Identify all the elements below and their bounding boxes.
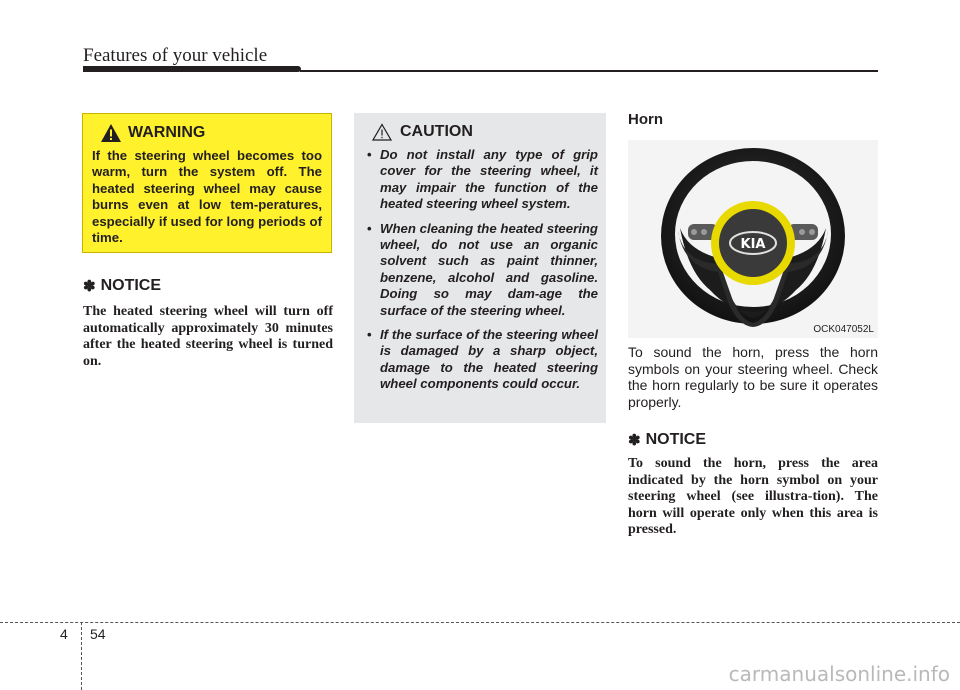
horn-title: Horn	[628, 111, 663, 128]
caution-triangle-icon	[372, 123, 392, 141]
caution-heading-row	[372, 121, 598, 143]
notice-heading-left	[83, 277, 161, 295]
caution-item: • Do not install any type of grip cover for the steering wheel, it may impair the function of the heated steering wheel system.	[366, 147, 598, 213]
caution-list	[366, 147, 598, 393]
watermark-text: carmanualsonline.info	[728, 662, 950, 686]
steering-wheel-image	[628, 140, 878, 338]
header-rule-thin	[300, 70, 878, 72]
notice-star-icon: ✽	[628, 432, 641, 449]
notice-star-icon: ✽	[83, 278, 96, 295]
warning-box	[82, 113, 332, 253]
notice-heading-text: NOTICE	[645, 431, 707, 448]
illustration-code: OCK047052L	[813, 324, 874, 335]
warning-heading-row	[100, 122, 322, 144]
notice-text-right: To sound the horn, press the area indicated by the horn symbol on your steering wheel (see illustra-tion). The horn will operate only when this area is pressed.	[628, 456, 878, 538]
chapter-number: 4	[60, 626, 68, 642]
footer-divider	[81, 622, 82, 690]
notice-heading-right	[628, 431, 706, 449]
notice-text-left: The heated steering wheel will turn off automatically approximately 30 minutes after the heated steering wheel is turned on.	[83, 304, 333, 369]
kia-logo-text: KIA	[740, 237, 766, 252]
header-title: Features of your vehicle	[83, 45, 268, 66]
horn-body-text: To sound the horn, press the horn symbols on your steering wheel. Check the horn regularly to be sure it operates properly.	[628, 344, 878, 410]
page-number: 54	[90, 626, 106, 642]
footer-rule	[0, 622, 960, 623]
notice-heading-text: NOTICE	[100, 277, 162, 294]
caution-item: • If the surface of the steering wheel is damaged by a sharp object, damage to the heated steering wheel components could occur.	[366, 327, 598, 393]
steering-wheel-illustration	[628, 140, 878, 338]
warning-triangle-icon	[100, 123, 122, 143]
warning-heading: WARNING	[128, 124, 206, 141]
caution-box	[354, 113, 606, 423]
header-rule-thick	[83, 66, 301, 72]
warning-text: If the steering wheel becomes too warm, turn the system off. The heated steering wheel may cause burns even at low tem-peratures, especially if used for long periods of time.	[92, 148, 322, 246]
caution-heading: CAUTION	[400, 123, 473, 140]
caution-item: • When cleaning the heated steering wheel, do not use an organic solvent such as paint thinner, benzene, alcohol and gasoline. Doing so may dam-age the surface of the steering wheel.	[366, 221, 598, 319]
